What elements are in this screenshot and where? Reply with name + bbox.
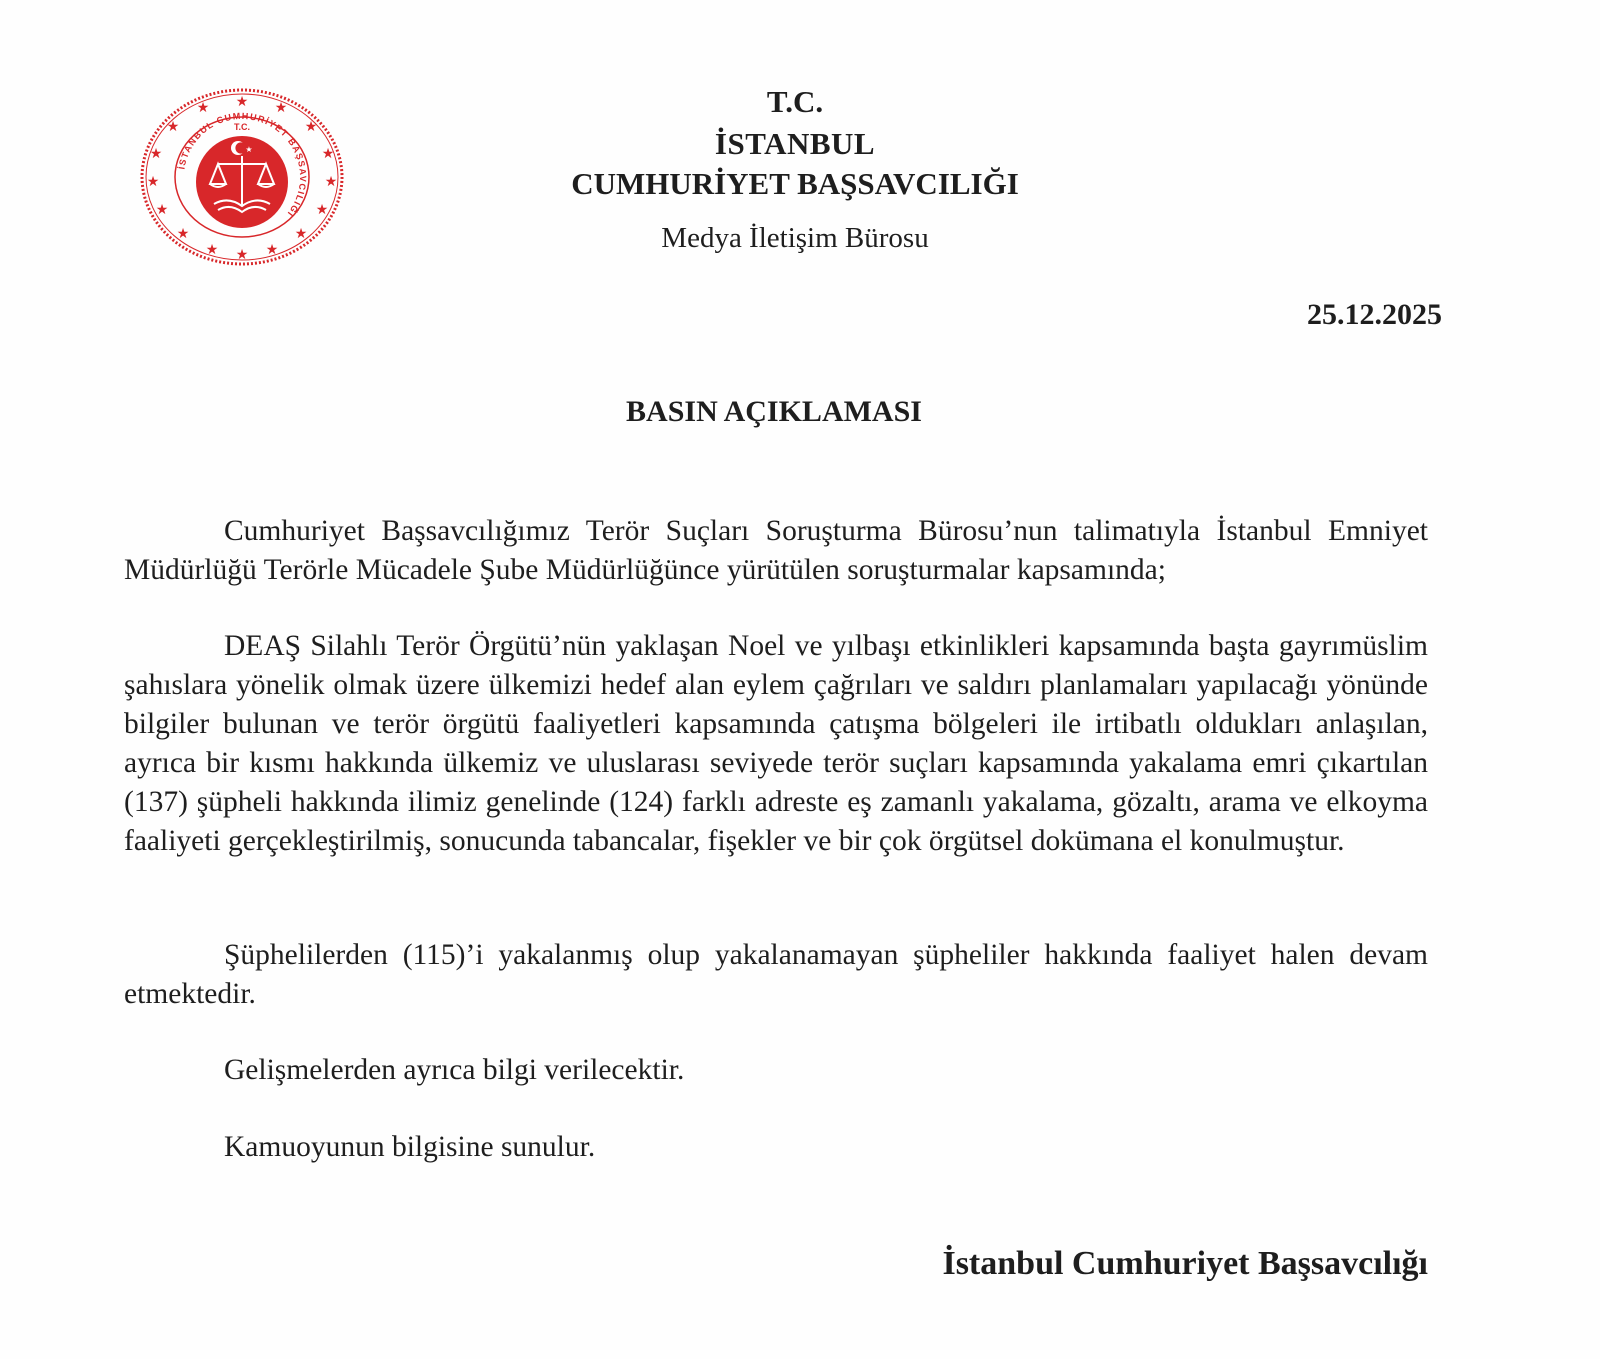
paragraph-2 bbox=[124, 627, 1428, 861]
svg-text:★: ★ bbox=[315, 203, 329, 218]
paragraph-5 bbox=[124, 1128, 1428, 1167]
svg-text:★: ★ bbox=[205, 243, 219, 258]
svg-text:★: ★ bbox=[176, 227, 190, 242]
header-tc: T.C. bbox=[766, 84, 824, 119]
svg-text:★: ★ bbox=[324, 175, 338, 190]
document-date: 25.12.2025 bbox=[1307, 298, 1442, 331]
seal-ring-text: İSTANBUL CUMHURİYET BAŞSAVCILIĞI bbox=[176, 110, 309, 220]
svg-text:★: ★ bbox=[274, 101, 288, 116]
svg-text:★: ★ bbox=[321, 147, 335, 162]
svg-text:★: ★ bbox=[245, 145, 253, 154]
svg-text:★: ★ bbox=[235, 248, 249, 263]
paragraph-text: DEAŞ Silahlı Terör Örgütü’nün yaklaşan Noel ve yılbaşı etkinlikleri kapsamında başta gayrımüslim şahıslara yönelik olmak üzere ülkemizi hedef alan eylem çağrıları ve saldırı planlamaları yapılacağı yönünde bilgiler bulunan ve terör örgütü faaliyetleri kapsamında çatışma bölgeleri ile irtibatlı oldukları anlaşılan, ayrıca bir kısmı hakkında ülkemiz ve uluslarası seviyede terör suçları kapsamında yakalama emri çıkartılan (137) şüpheli hakkında ilimiz genelinde (124) farklı adreste eş zamanlı yakalama, gözaltı, arama ve elkoyma faaliyeti gerçekleştirilmiş, sonucunda tabancalar, fişekler ve bir çok örgütsel dokümana el konulmuştur. bbox=[124, 630, 1428, 857]
seal-top-text: T.C. bbox=[233, 122, 251, 132]
paragraph-text: Gelişmelerden ayrıca bilgi verilecektir. bbox=[224, 1054, 685, 1086]
svg-text:★: ★ bbox=[155, 203, 169, 218]
signature: İstanbul Cumhuriyet Başsavcılığı bbox=[942, 1245, 1428, 1282]
paragraph-1 bbox=[124, 512, 1428, 590]
svg-text:★: ★ bbox=[265, 243, 279, 258]
svg-text:★: ★ bbox=[304, 120, 318, 135]
svg-text:★: ★ bbox=[196, 101, 210, 116]
document-title: BASIN AÇIKLAMASI bbox=[626, 395, 922, 428]
header-bureau: Medya İletişim Bürosu bbox=[661, 222, 929, 254]
header-city: İSTANBUL bbox=[714, 126, 876, 161]
paragraph-4 bbox=[124, 1051, 1428, 1090]
svg-text:★: ★ bbox=[146, 175, 160, 190]
svg-text:★: ★ bbox=[294, 227, 308, 242]
svg-text:★: ★ bbox=[149, 147, 163, 162]
paragraph-text: Şüphelilerden (115)’i yakalanmış olup yakalanamayan şüpheliler hakkında faaliyet halen devam etmektedir. bbox=[124, 939, 1428, 1010]
paragraph-text: Kamuoyunun bilgisine sunulur. bbox=[224, 1131, 596, 1163]
svg-text:★: ★ bbox=[235, 95, 249, 110]
paragraph-text: Cumhuriyet Başsavcılığımız Terör Suçları Soruşturma Bürosu’nun talimatıyla İstanbul Emniyet Müdürlüğü Terörle Mücadele Şube Müdürlüğünce yürütülen soruşturmalar kapsamında; bbox=[124, 515, 1428, 586]
svg-text:★: ★ bbox=[166, 120, 180, 135]
justice-seal-icon bbox=[138, 86, 346, 268]
paragraph-3 bbox=[124, 936, 1428, 1014]
header-office: CUMHURİYET BAŞSAVCILIĞI bbox=[571, 166, 1019, 201]
